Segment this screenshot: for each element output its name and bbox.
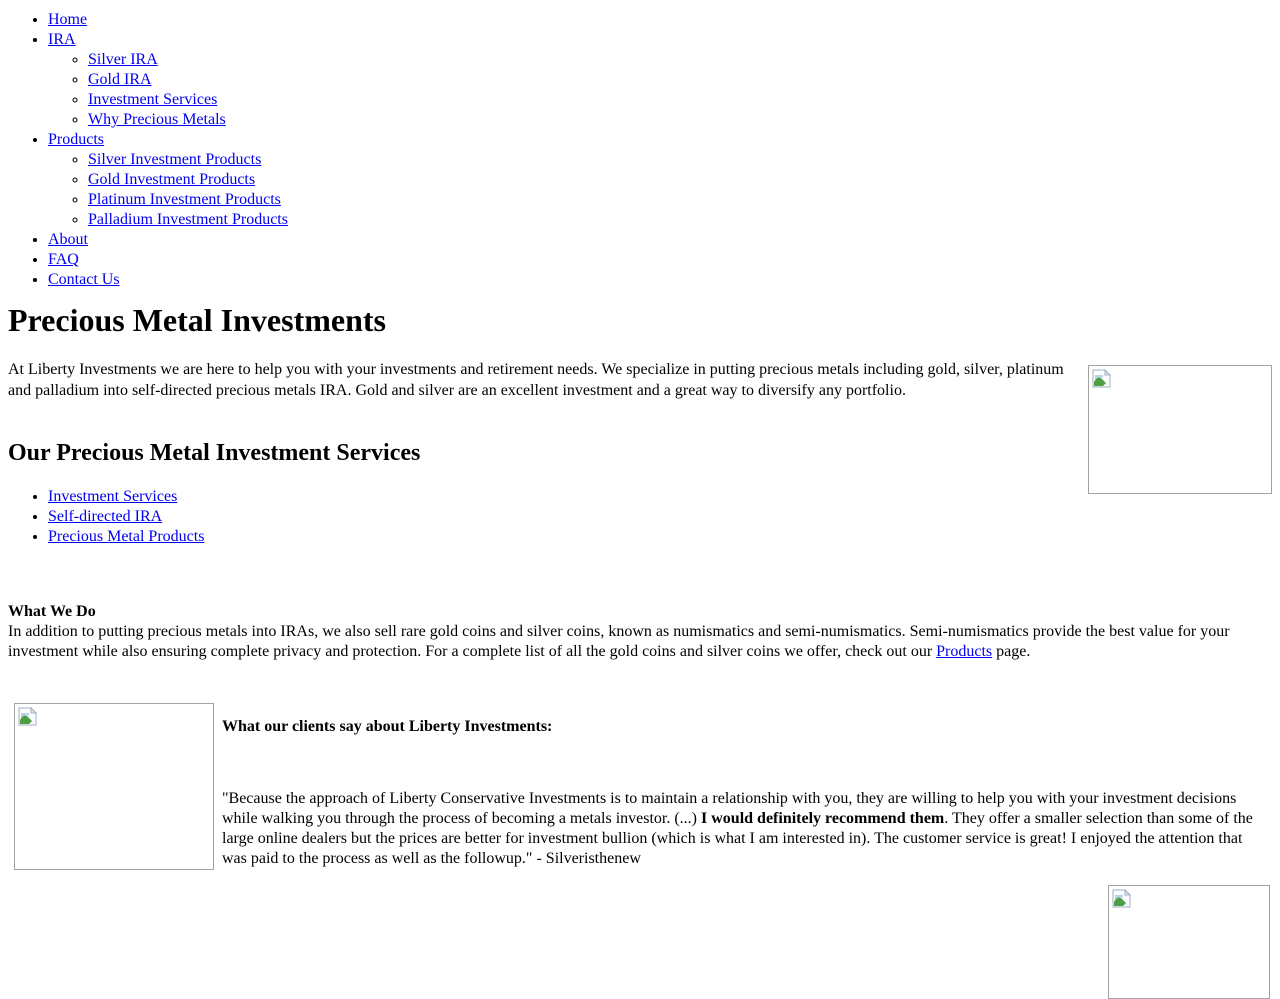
nav-item-home (48, 10, 1272, 30)
nav-submenu-ira (48, 50, 1272, 130)
what-we-do-text-after: page. (992, 643, 1031, 660)
testimonial-heading: What our clients say about Liberty Investments: (222, 718, 553, 735)
broken-image-icon (18, 707, 38, 727)
nav-item-platinum-products (88, 190, 1272, 210)
broken-image-icon (1112, 889, 1132, 909)
what-we-do-section (8, 602, 1272, 662)
nav-item-silver-ira (88, 50, 1272, 70)
testimonial-text-column (222, 703, 1264, 869)
nav-item-palladium-products (88, 210, 1272, 230)
broken-image-icon (1092, 369, 1112, 389)
main-nav (8, 10, 1272, 290)
footer-image-area (8, 870, 1272, 910)
services-link-self-directed-ira[interactable]: Self-directed IRA (48, 508, 163, 525)
nav-link-platinum-products[interactable]: Platinum Investment Products (88, 191, 281, 208)
what-we-do-heading: What We Do (8, 603, 96, 620)
list-item (48, 527, 1272, 547)
hero-image-placeholder (1088, 365, 1272, 494)
nav-item-gold-ira (88, 70, 1272, 90)
quote-text: "Because the approach of Liberty Conservative Investments is to maintain a relationship with you, they are willing to help you with your investment decisions while walking you through the process of becoming a metals investor. (...) (222, 790, 1237, 827)
footer-image-placeholder (1108, 885, 1270, 999)
nav-item-products (48, 130, 1272, 230)
nav-item-faq (48, 250, 1272, 270)
nav-item-about (48, 230, 1272, 250)
testimonial-section (8, 703, 1272, 870)
nav-link-palladium-products[interactable]: Palladium Investment Products (88, 211, 288, 228)
nav-link-investment-services[interactable]: Investment Services (88, 91, 218, 108)
services-link-investment-services[interactable]: Investment Services (48, 488, 178, 505)
nav-link-home[interactable]: Home (48, 11, 88, 28)
intro-section (8, 359, 1272, 401)
services-list (8, 487, 1272, 547)
nav-item-ira (48, 30, 1272, 130)
intro-paragraph: At Liberty Investments we are here to help you with your investments and retirement needs. We specialize in putting precious metals including gold, silver, platinum and palladium into self-directed precious metals IRA. Gold and silver are an excellent investment and a great way to diversify any portfolio. (8, 361, 1064, 399)
page-title: Precious Metal Investments (8, 302, 386, 338)
products-inline-link[interactable]: Products (936, 643, 993, 660)
nav-link-gold-products[interactable]: Gold Investment Products (88, 171, 256, 188)
nav-link-about[interactable]: About (48, 231, 88, 248)
nav-link-why-precious-metals[interactable]: Why Precious Metals (88, 111, 226, 128)
nav-item-contact-us (48, 270, 1272, 290)
testimonial-image-placeholder (14, 703, 214, 870)
nav-item-investment-services (88, 90, 1272, 110)
list-item (48, 507, 1272, 527)
nav-submenu-products (48, 150, 1272, 230)
testimonial-quote (222, 789, 1264, 869)
services-heading: Our Precious Metal Investment Services (8, 440, 421, 466)
nav-link-silver-ira[interactable]: Silver IRA (88, 51, 158, 68)
quote-text-after: . They offer a smaller selection than some of the large online dealers but the prices are better for investment bullion (which is what I am interested in). The customer service is great! I enjoyed the attention that was paid to the process as well as the followup." - Silveristhenew (222, 810, 1253, 867)
nav-link-contact-us[interactable]: Contact Us (48, 271, 120, 288)
nav-link-silver-products[interactable]: Silver Investment Products (88, 151, 262, 168)
services-link-precious-metal-products[interactable]: Precious Metal Products (48, 528, 205, 545)
nav-link-gold-ira[interactable]: Gold IRA (88, 71, 152, 88)
what-we-do-text: In addition to putting precious metals into IRAs, we also sell rare gold coins and silver coins, known as numismatics and semi-numismatics. Semi-numismatics provide the best value for your investment while also ensuring complete privacy and protection. For a complete list of all the gold coins and silver coins we offer, check out our (8, 623, 1230, 660)
nav-link-products[interactable]: Products (48, 131, 104, 148)
nav-link-faq[interactable]: FAQ (48, 251, 79, 268)
nav-item-silver-products (88, 150, 1272, 170)
quote-bold-text: I would definitely recommend them (701, 810, 945, 827)
nav-item-why-precious-metals (88, 110, 1272, 130)
nav-link-ira[interactable]: IRA (48, 31, 76, 48)
nav-item-gold-products (88, 170, 1272, 190)
